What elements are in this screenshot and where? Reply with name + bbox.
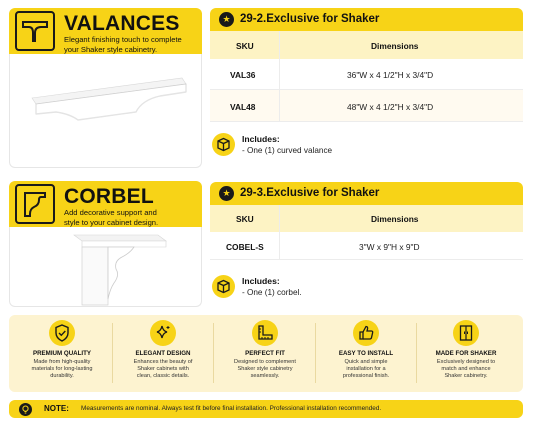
table-header bbox=[210, 205, 523, 232]
dimensions-cell: 48"W x 4 1/2"H x 3/4"D bbox=[347, 102, 434, 112]
note-bar bbox=[9, 400, 523, 418]
corbel-spec-header bbox=[210, 182, 523, 205]
table-header bbox=[210, 31, 523, 59]
sku-cell: VAL48 bbox=[230, 102, 256, 112]
features-strip bbox=[9, 315, 523, 392]
feature-description: Designed to complement Shaker style cabinetry seamlessly. bbox=[234, 359, 296, 380]
column-header-sku: SKU bbox=[236, 214, 254, 224]
ruler-square-icon bbox=[252, 320, 278, 346]
dimensions-cell: 36"W x 4 1/2"H x 3/4"D bbox=[347, 70, 434, 80]
feature-title: PERFECT FIT bbox=[245, 350, 285, 357]
includes-title: Includes: bbox=[242, 276, 280, 286]
shield-check-icon bbox=[49, 320, 75, 346]
valance-outline-icon bbox=[15, 11, 55, 51]
column-divider bbox=[279, 205, 280, 260]
feature-divider bbox=[416, 323, 417, 383]
sku-cell: VAL36 bbox=[230, 70, 256, 80]
product-description: Add decorative support and style to your cabinet design. bbox=[64, 208, 159, 227]
column-header-dimensions: Dimensions bbox=[371, 214, 419, 224]
feature-title: ELEGANT DESIGN bbox=[135, 350, 191, 357]
note-text: Measurements are nominal. Always test fit before final installation. Professional installation recommended. bbox=[81, 405, 382, 412]
valance-image-panel bbox=[9, 54, 202, 168]
feature-divider bbox=[213, 323, 214, 383]
box-icon bbox=[212, 133, 235, 156]
table-row bbox=[210, 59, 523, 90]
box-icon bbox=[212, 275, 235, 298]
corbel-product-image bbox=[10, 227, 203, 307]
includes-item: - One (1) curved valance bbox=[242, 146, 333, 155]
valances-spec-header bbox=[210, 8, 523, 31]
dimensions-cell: 3"W x 9"H x 9"D bbox=[359, 242, 420, 252]
feature-divider bbox=[112, 323, 113, 383]
note-label: NOTE: bbox=[44, 404, 69, 413]
lightbulb-icon bbox=[19, 403, 32, 416]
column-header-dimensions: Dimensions bbox=[371, 41, 419, 51]
feature-title: PREMIUM QUALITY bbox=[32, 350, 92, 357]
corbel-image-panel bbox=[9, 227, 202, 307]
thumbs-up-icon bbox=[353, 320, 379, 346]
cabinet-icon bbox=[453, 320, 479, 346]
sparkle-icon bbox=[150, 320, 176, 346]
valances-header bbox=[9, 8, 202, 54]
sku-cell: COBEL-S bbox=[226, 242, 264, 252]
feature-description: Made from high-quality materials for long-lasting durability. bbox=[31, 359, 93, 380]
star-badge-icon: ★ bbox=[219, 186, 234, 201]
feature-description: Exclusively designed to match and enhance Shaker cabinetry. bbox=[436, 359, 496, 380]
spec-title: 29-2.Exclusive for Shaker bbox=[240, 13, 380, 25]
corbel-outline-icon bbox=[15, 184, 55, 224]
product-title: CORBEL bbox=[64, 185, 154, 208]
column-header-sku: SKU bbox=[236, 41, 254, 51]
feature-description: Enhances the beauty of Shaker cabinets with clean, classic details. bbox=[133, 359, 193, 380]
feature-title: EASY TO INSTALL bbox=[338, 350, 394, 357]
feature-description: Quick and simple installation for a professional finish. bbox=[342, 359, 390, 380]
includes-title: Includes: bbox=[242, 134, 280, 144]
valance-product-image bbox=[10, 54, 203, 168]
includes-item: - One (1) corbel. bbox=[242, 288, 302, 297]
star-badge-icon: ★ bbox=[219, 12, 234, 27]
corbel-header bbox=[9, 181, 202, 227]
column-divider bbox=[279, 31, 280, 122]
spec-title: 29-3.Exclusive for Shaker bbox=[240, 187, 380, 199]
product-title: VALANCES bbox=[64, 12, 180, 35]
table-row bbox=[210, 232, 523, 260]
feature-title: MADE FOR SHAKER bbox=[435, 350, 497, 357]
table-row bbox=[210, 90, 523, 122]
feature-divider bbox=[315, 323, 316, 383]
product-description: Elegant finishing touch to complete your Shaker style cabinetry. bbox=[64, 35, 182, 54]
